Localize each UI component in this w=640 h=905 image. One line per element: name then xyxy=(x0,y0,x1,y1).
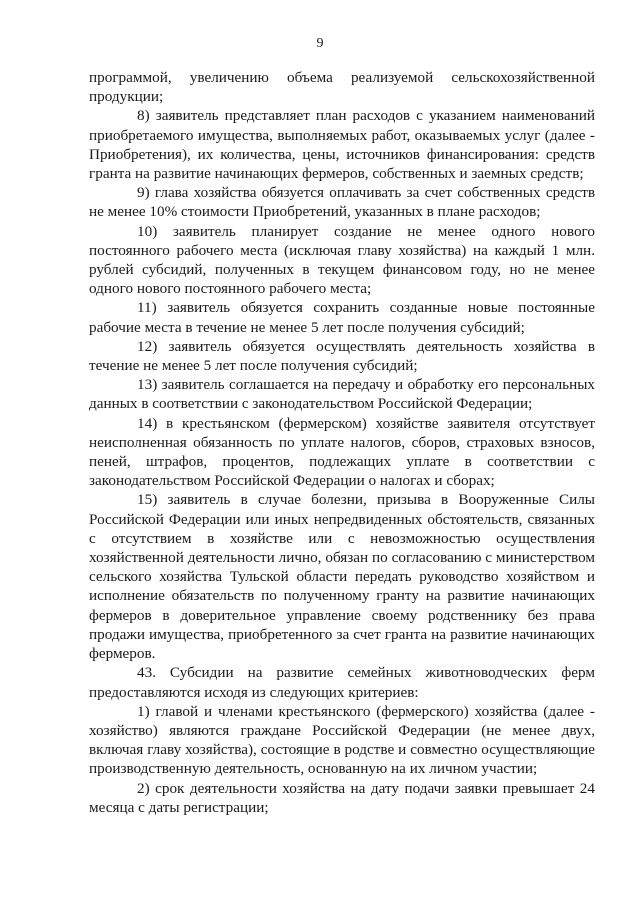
paragraph-item-10: 10) заявитель планирует создание не менее одного нового постоянного рабочего места (исключая главу хозяйства) на каждый 1 млн. рублей субсидий, полученных в текущем финансовом году, но не менее одного нового постоянного рабочего места; xyxy=(89,222,595,298)
paragraph-item-8: 8) заявитель представляет план расходов с указанием наименований приобретаемого имущества, выполняемых работ, оказываемых услуг (далее - Приобретения), их количества, цены, источников финансирования: средств гранта на развитие начинающих фермеров, собственных и заемных средств; xyxy=(89,107,595,183)
paragraph-item-14: 14) в крестьянском (фермерском) хозяйстве заявителя отсутствует неисполненная обязанность по уплате налогов, сборов, страховых взносов, пеней, штрафов, процентов, подлежащих уплате в соответствии с законодательством Российской Федерации о налогах и сборах; xyxy=(89,414,595,490)
paragraph-item-13: 13) заявитель соглашается на передачу и обработку его персональных данных в соответствии с законодательством Российской Федерации; xyxy=(89,376,595,413)
paragraph-item-12: 12) заявитель обязуется осуществлять деятельность хозяйства в течение не менее 5 лет после получения субсидий; xyxy=(89,337,595,375)
paragraph-criterion-2: 2) срок деятельности хозяйства на дату подачи заявки превышает 24 месяца с даты регистрации; xyxy=(89,779,595,816)
paragraph-item-9: 9) глава хозяйства обязуется оплачивать за счет собственных средств не менее 10% стоимости Приобретений, указанных в плане расходов; xyxy=(89,184,595,221)
paragraph-continuation: программой, увеличению объема реализуемой сельскохозяйственной продукции; xyxy=(89,69,595,106)
paragraph-criterion-1: 1) главой и членами крестьянского (фермерского) хозяйства (далее - хозяйство) являются граждане Российской Федерации (не менее двух, включая главу хозяйства), состоящие в родстве и совместно осуществляющие производственную деятельность, основанную на их личном участии; xyxy=(89,702,595,778)
page-number: 9 xyxy=(316,36,324,51)
paragraph-item-11: 11) заявитель обязуется сохранить созданные новые постоянные рабочие места в течение не менее 5 лет после получения субсидий; xyxy=(89,299,595,336)
document-body xyxy=(89,68,595,817)
paragraph-section-43: 43. Субсидии на развитие семейных животноводческих ферм предоставляются исходя из следующих критериев: xyxy=(89,664,595,701)
paragraph-item-15: 15) заявитель в случае болезни, призыва в Вооруженные Силы Российской Федерации или иных непредвиденных обстоятельств, связанных с отсутствием в хозяйстве или с невозможностью осуществления хозяйственной деятельности лично, обязан по согласованию с министерством сельского хозяйства Тульской области передать руководство хозяйством и исполнение обязательств по полученному гранту на развитие начинающих фермеров в доверительное управление своему родственнику без права продажи имущества, приобретенного за счет гранта на развитие начинающих фермеров. xyxy=(89,491,595,663)
